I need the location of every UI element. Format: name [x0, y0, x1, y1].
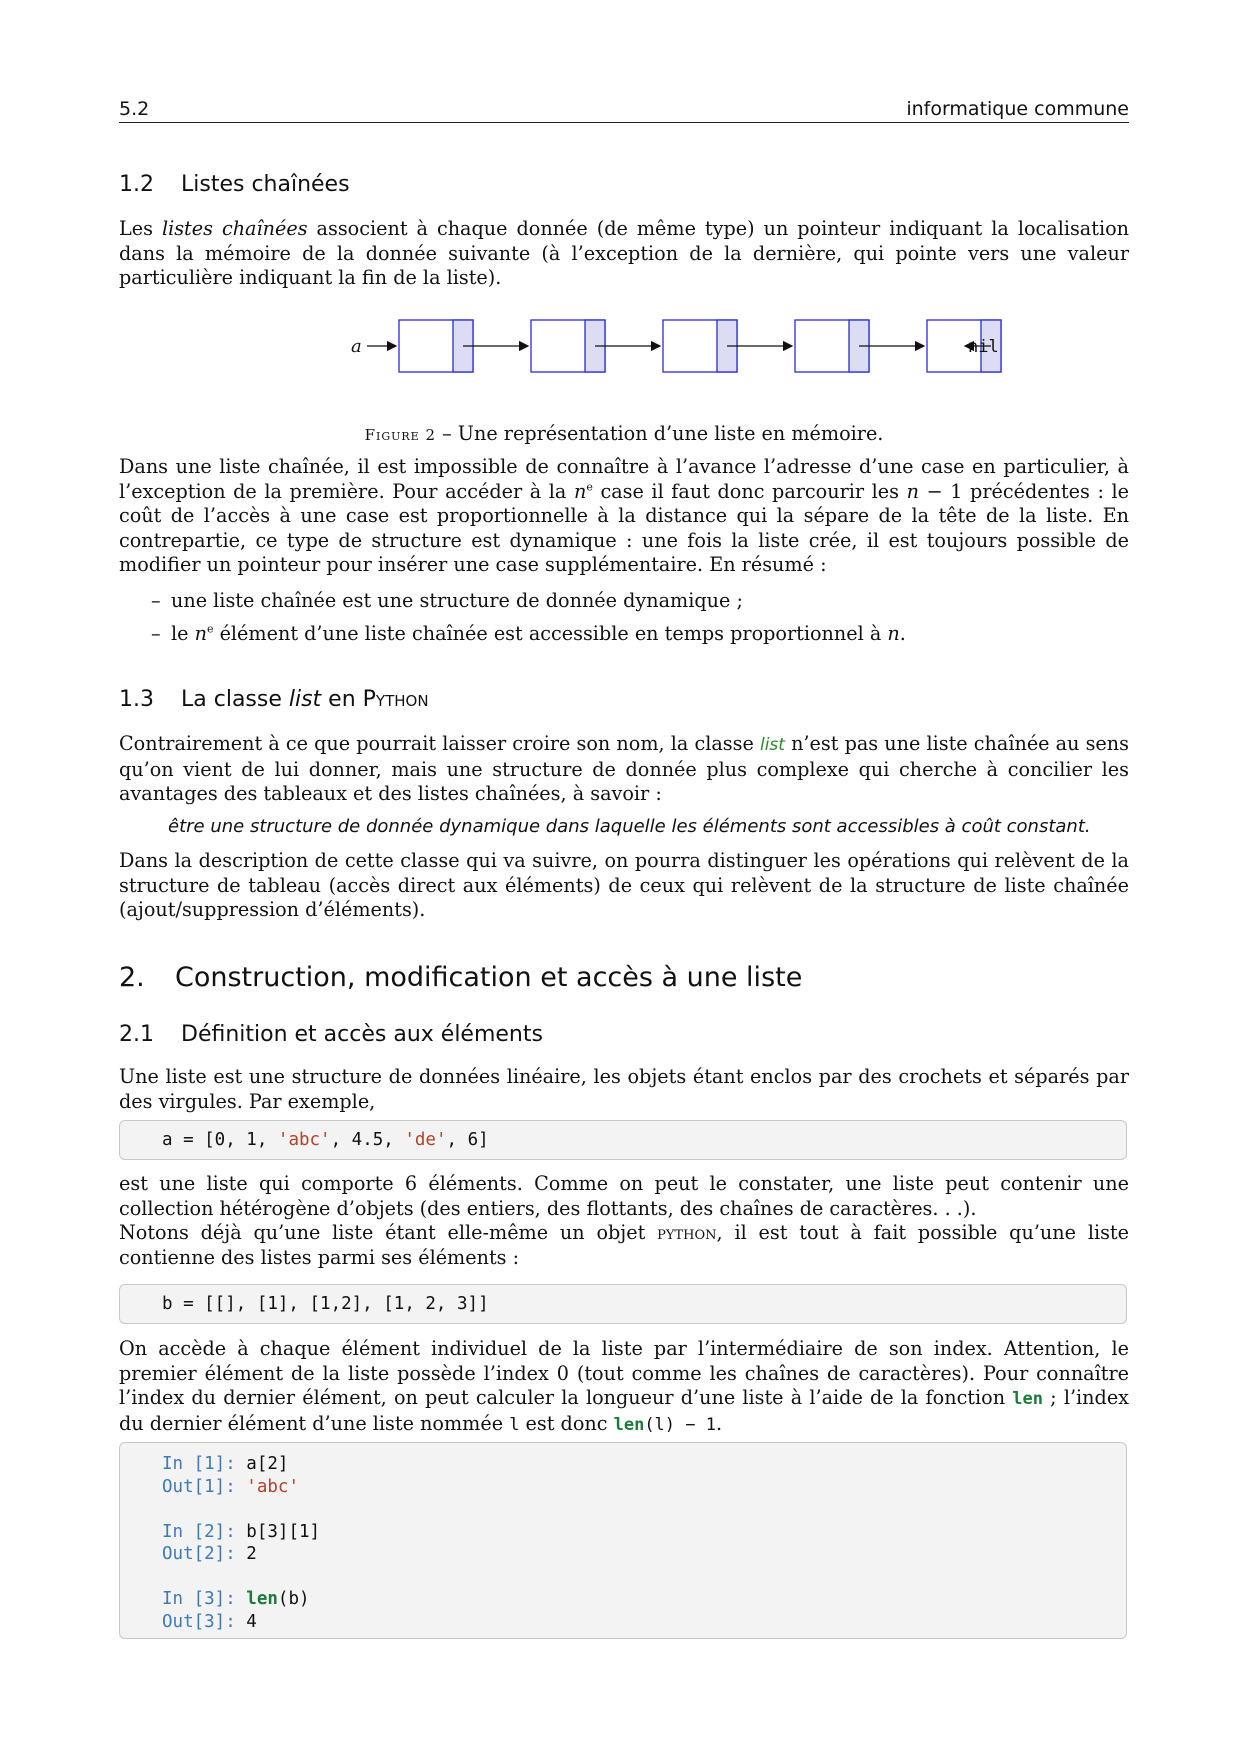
linked-list-diagram: [219, 310, 1039, 380]
nil-label: nil: [968, 337, 999, 357]
paragraph-indexing: On accède à chaque élément individuel de la liste par l’intermédiaire de son index. Attention, le premier élément de la liste possède l’index 0 (tout comme les chaînes de caractères). Pour connaître l’index du dernier élément, on peut calculer la longueur d’une liste à l’aide de la fonction len ; l’index du dernier élément d’une liste nommée l est donc len(l) − 1.: [119, 1337, 1130, 1435]
heading-2-1: 2.1 Définition et accès aux éléments: [119, 1022, 543, 1047]
paragraph-list-definition: Une liste est une structure de données linéaire, les objets étant enclos par des crochets et séparés par des virgules. Par exemple,: [119, 1065, 1129, 1113]
heading-title: Listes chaînées: [181, 172, 350, 197]
running-header: [119, 96, 1129, 123]
paragraph-linked-lists-access: Dans une liste chaînée, il est impossible de connaître à l’avance l’adresse d’une case en particulier, à l’exception de la première. Pour accéder à la $n^e$ case il faut donc parcourir les n − 1 précédentes : le coût de l’accès à une case est proportionnelle à la distance qui la sépare de la tête de la liste. En contrepartie, ce type de structure est dynamique : une fois la liste crée, il est toujours possible de modifier un pointeur pour insérer une case supplémentaire. En résumé :: [119, 455, 1130, 577]
heading-1-2: [119, 172, 1129, 197]
definition-quote: être une structure de donnée dynamique dans laquelle les éléments sont accessibles à coût constant.: [168, 816, 1091, 837]
code-block-list-a: a = [0, 1, 'abc', 4.5, 'de', 6]: [119, 1120, 1127, 1160]
heading-number: 1.2: [119, 172, 154, 197]
header-section-number: 5.2: [119, 98, 150, 120]
figure-caption: Figure 2 – Une représentation d’une liste en mémoire.: [364, 422, 884, 446]
paragraph-heterogeneous: est une liste qui comporte 6 éléments. Comme on peut le constater, une liste peut contenir une collection hétérogène d’objets (des entiers, des flottants, des chaînes de caractères. . .). Notons déjà qu’une liste étant elle-même un objet python, il est tout à fait possible qu’une liste contienne des listes parmi ses éléments :: [119, 1172, 1129, 1269]
list-item: – le $n^e$ élément d’une liste chaînée est accessible en temps proportionnel à n.: [151, 621, 906, 645]
code-block-list-b: b = [[], [1], [1,2], [1, 2, 3]]: [119, 1284, 1127, 1324]
header-course-title: informatique commune: [906, 98, 1129, 120]
code-block-ipython-session: In [1]: a[2] Out[1]: 'abc' In [2]: b[3][1] Out[2]: 2 In [3]: len(b) Out[3]: 4: [119, 1442, 1127, 1639]
heading-2: 2. Construction, modification et accès à une liste: [119, 962, 803, 993]
list-item: – une liste chaînée est une structure de donnée dynamique ;: [151, 589, 743, 612]
paragraph-list-class: Contrairement à ce que pourrait laisser croire son nom, la classe list n’est pas une liste chaînée au sens qu’on vient de lui donner, mais une structure de donnée plus complexe qui cherche à concilier les avantages des tableaux et des listes chaînées, à savoir :: [119, 732, 1129, 806]
list-head-label: a: [351, 336, 362, 357]
summary-list: [119, 589, 1129, 646]
heading-1-3: 1.3 La classe list en Python: [119, 687, 429, 712]
paragraph-class-operations: Dans la description de cette classe qui va suivre, on pourra distinguer les opérations qui relèvent de la structure de tableau (accès direct aux éléments) de ceux qui relèvent de la structure de liste chaînée (ajout/suppression d’éléments).: [119, 849, 1129, 922]
paragraph-linked-lists-intro: Les listes chaînées associent à chaque donnée (de même type) un pointeur indiquant la localisation dans la mémoire de la donnée suivante (à l’exception de la dernière, qui pointe vers une valeur particulière indiquant la fin de la liste).: [119, 217, 1130, 290]
